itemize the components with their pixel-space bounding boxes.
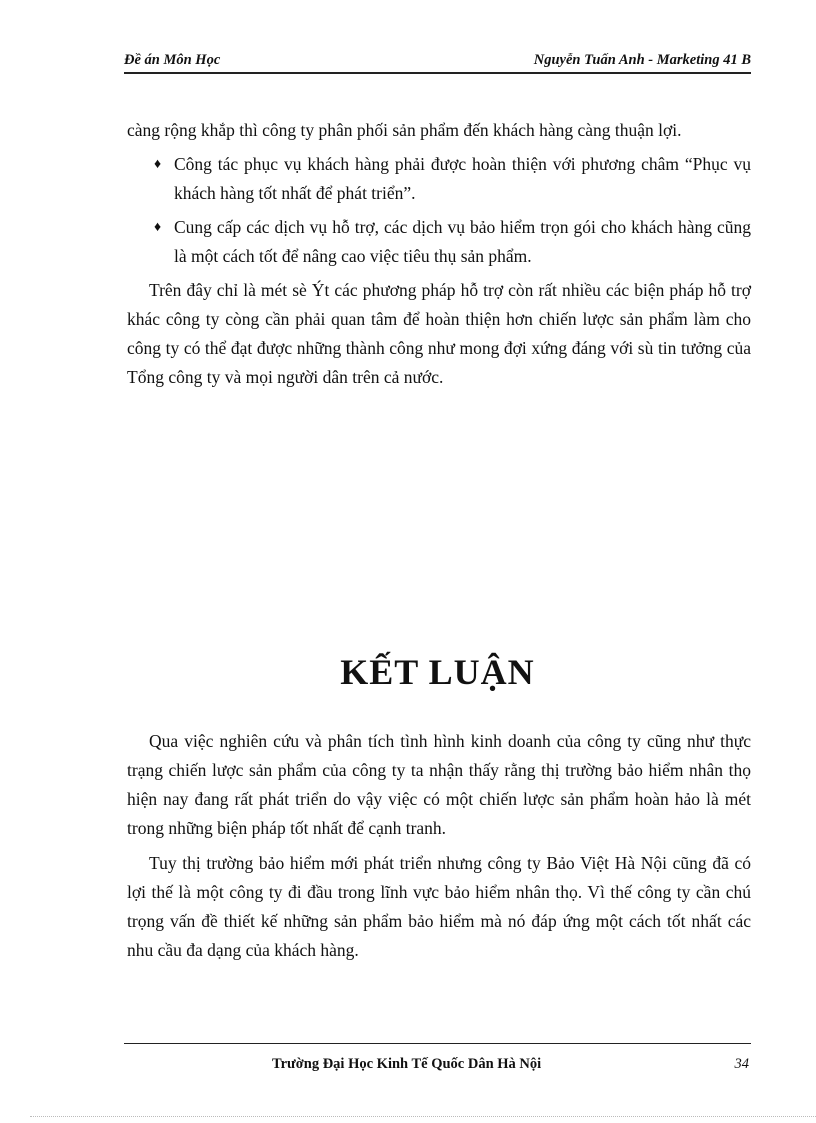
summary-paragraph: Trên đây chỉ là mét sè Ýt các phương pháp hỗ trợ còn rất nhiều các biện pháp hỗ trợ khác công ty còng cần phải quan tâm để hoàn thiện hơn chiến lược sản phẩm làm cho công ty có thể đạt được những thành công như mong đợi xứng đáng với sù tin tưởng của Tổng công ty và mọi người dân trên cả nước. <box>127 280 751 387</box>
section-continuation <box>127 116 751 392</box>
conclusion-paragraph: Tuy thị trường bảo hiểm mới phát triển nhưng công ty Bảo Việt Hà Nội cũng đã có lợi thế là một công ty đi đầu trong lĩnh vực bảo hiểm nhân thọ. Vì thế công ty cần chú trọng vấn đề thiết kế những sản phẩm bảo hiểm mà nó đáp ứng một cách tốt nhất các nhu cầu đa dạng của khách hàng. <box>127 853 751 960</box>
conclusion-body <box>127 727 751 965</box>
header-author: Nguyễn Tuấn Anh - Marketing 41 B <box>533 52 751 68</box>
page-header <box>124 52 751 74</box>
diamond-bullet-icon: ♦ <box>154 220 162 235</box>
header-course: Đề án Môn Học <box>124 52 221 68</box>
diamond-bullet-icon: ♦ <box>154 157 162 172</box>
continuation-line: càng rộng khắp thì công ty phân phối sản phẩm đến khách hàng càng thuận lợi. <box>127 120 682 140</box>
conclusion-title: KẾT LUẬN <box>340 652 535 692</box>
footer-school-name: Trường Đại Học Kinh Tế Quốc Dân Hà Nội <box>272 1056 542 1072</box>
conclusion-paragraph: Qua việc nghiên cứu và phân tích tình hình kinh doanh của công ty cũng như thực trạng chiến lược sản phẩm của công ty ta nhận thấy rằng thị trường bảo hiểm nhân thọ hiện nay đang rất phát triển do vậy việc có một chiến lược sản phẩm hoàn hảo là mét trong những biện pháp tốt nhất để cạnh tranh. <box>127 731 751 838</box>
bullet-item <box>127 213 751 271</box>
page-bottom-rule <box>30 1116 816 1117</box>
page-number: 34 <box>734 1056 749 1072</box>
bullet-text: Cung cấp các dịch vụ hỗ trợ, các dịch vụ bảo hiểm trọn gói cho khách hàng cũng là một cách tốt để nâng cao việc tiêu thụ sản phẩm. <box>174 217 751 266</box>
bullet-item <box>127 150 751 208</box>
page-footer <box>124 1043 751 1072</box>
bullet-text: Công tác phục vụ khách hàng phải được hoàn thiện với phương châm “Phục vụ khách hàng tốt nhất để phát triển”. <box>174 154 751 203</box>
